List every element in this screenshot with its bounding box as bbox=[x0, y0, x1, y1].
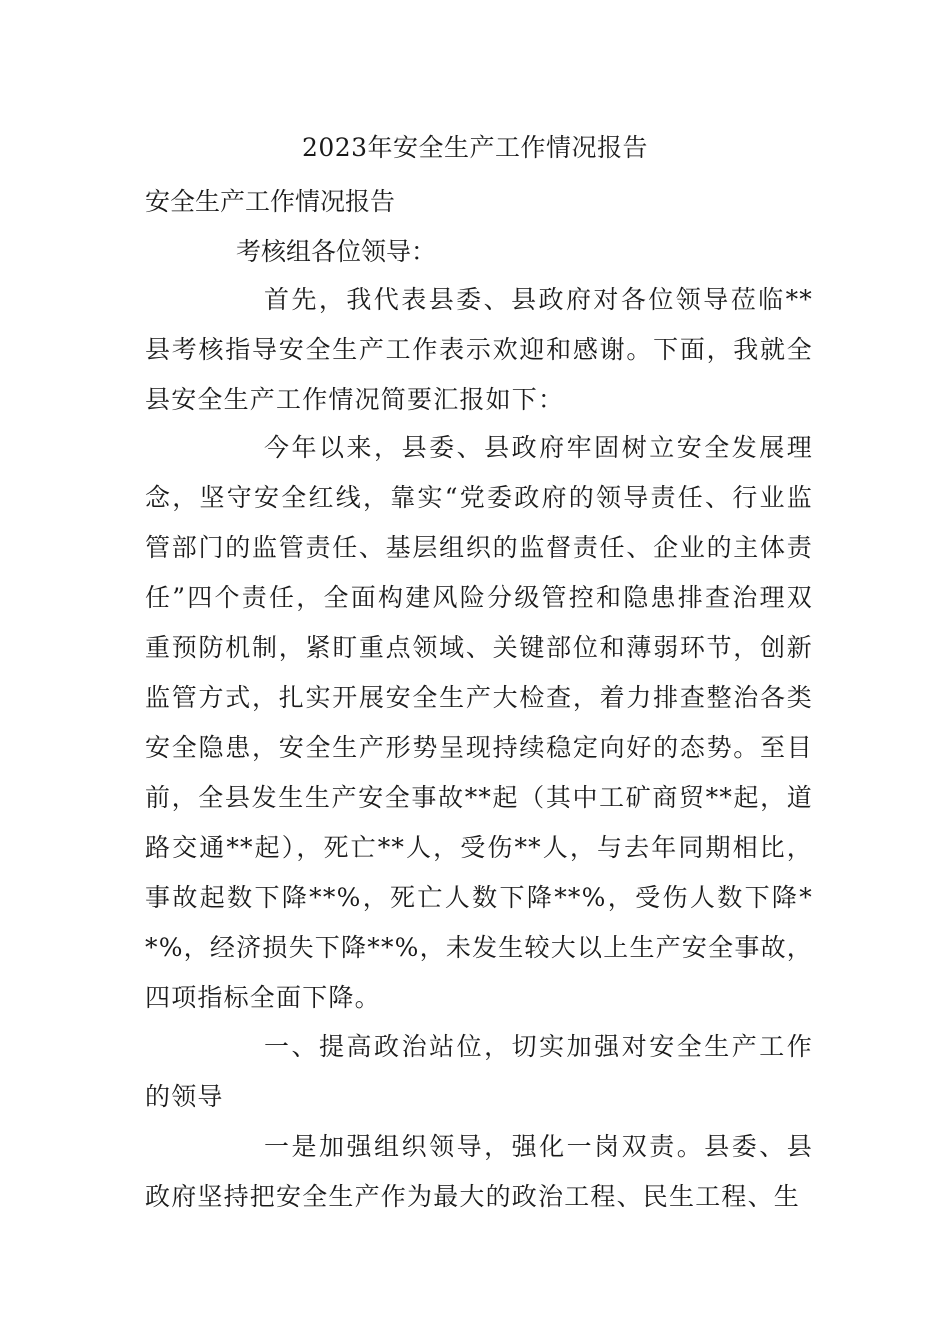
document-subtitle: 安全生产工作情况报告 bbox=[145, 187, 396, 216]
section-heading-1: 一、提高政治站位，切实加强对安全生产工作的领导 bbox=[145, 1032, 813, 1111]
paragraph-opening: 首先，我代表县委、县政府对各位领导莅临**县考核指导安全生产工作表示欢迎和感谢。下面，我就全县安全生产工作情况简要汇报如下： bbox=[145, 285, 813, 414]
document-title: 2023年安全生产工作情况报告 bbox=[301, 133, 649, 162]
paragraph-overview: 今年以来，县委、县政府牢固树立安全发展理念，坚守安全红线，靠实“党委政府的领导责任、行业监管部门的监管责任、基层组织的监督责任、企业的主体责任”四个责任，全面构建风险分级管控和隐患排查治理双重预防机制，紧盯重点领域、关键部位和薄弱环节，创新监管方式，扎实开展安全生产大检查，着力排查整治各类安全隐患，安全生产形势呈现持续稳定向好的态势。至目前，全县发生生产安全事故**起（其中工矿商贸**起，道路交通**起），死亡**人，受伤**人，与去年同期相比，事故起数下降**%，死亡人数下降**%，受伤人数下降**%，经济损失下降**%，未发生较大以上生产安全事故，四项指标全面下降。 bbox=[145, 433, 813, 1012]
paragraph-section-1: 一是加强组织领导，强化一岗双责。县委、县政府坚持把安全生产作为最大的政治工程、民生工程、生 bbox=[145, 1132, 813, 1211]
salutation: 考核组各位领导： bbox=[236, 237, 437, 266]
